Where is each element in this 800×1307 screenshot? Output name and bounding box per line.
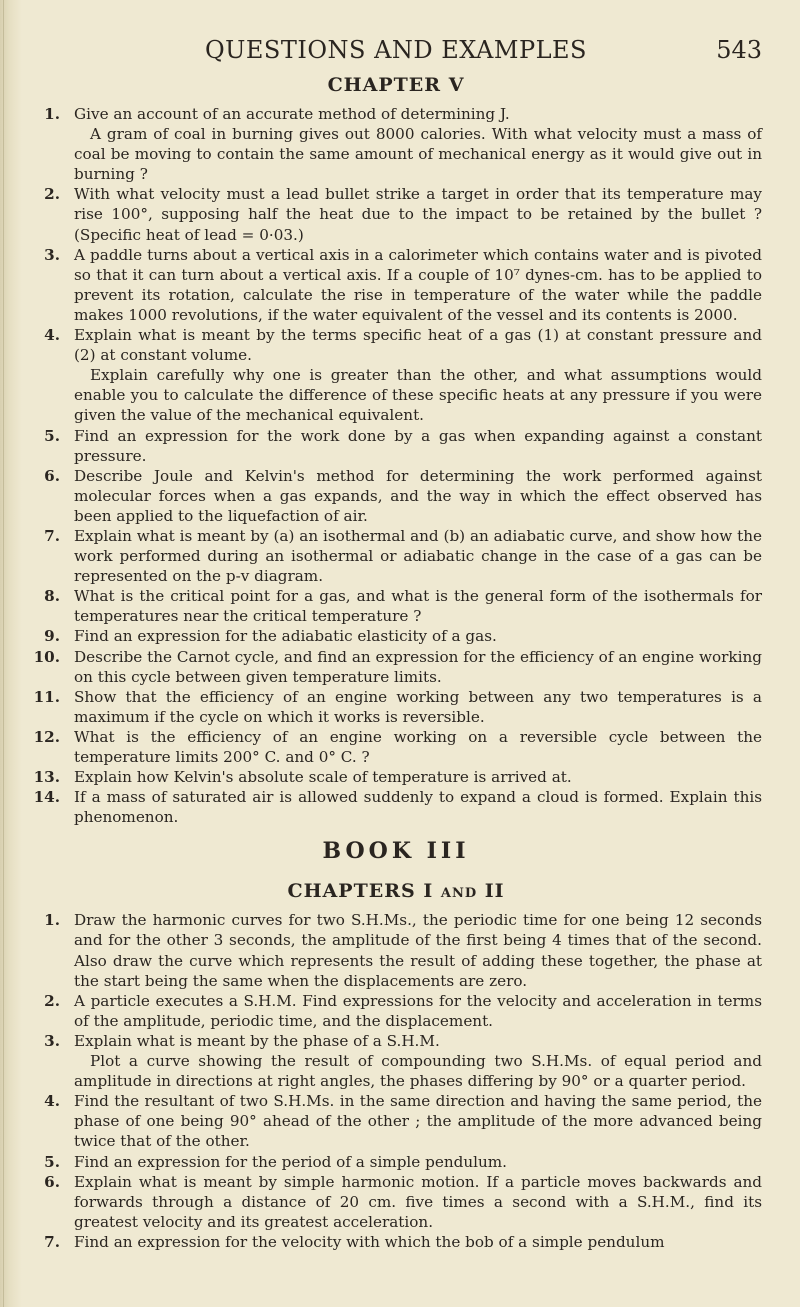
question-number: 3. bbox=[44, 245, 60, 264]
question-text: Find the resultant of two S.H.Ms. in the same direction and having the same period, the phase of one being 90° ahead of the other ; the amplitude of the more advanced being twice that of the other. bbox=[74, 1092, 762, 1151]
question-text: A gram of coal in burning gives out 8000 calories. With what velocity must a mass of coal be moving to contain the same amount of mechanical energy as it would give out in burning ? bbox=[74, 125, 762, 184]
question-item bbox=[30, 787, 762, 827]
chapters-heading-and: AND bbox=[440, 886, 478, 902]
question-text: What is the critical point for a gas, and what is the general form of the isothermals for temperatures near the critical temperature ? bbox=[74, 587, 762, 626]
question-text: Show that the efficiency of an engine working between any two temperatures is a maximum if the cycle on which it works is reversible. bbox=[74, 687, 762, 726]
question-item bbox=[30, 586, 762, 626]
question-number: 8. bbox=[44, 587, 60, 606]
question-number: 3. bbox=[44, 1031, 60, 1050]
question-item bbox=[30, 991, 762, 1031]
question-item bbox=[30, 910, 762, 990]
chapters-heading bbox=[30, 880, 762, 902]
book-page bbox=[30, 34, 762, 1252]
running-header bbox=[30, 34, 762, 74]
question-item bbox=[30, 1091, 762, 1151]
question-number: 1. bbox=[44, 911, 60, 930]
chapter-v-heading: CHAPTER V bbox=[327, 74, 465, 96]
chapters-heading-b: II bbox=[484, 880, 505, 903]
question-item bbox=[30, 526, 762, 586]
question-item bbox=[30, 1172, 762, 1232]
question-text: What is the efficiency of an engine working on a reversible cycle between the temperature limits 200° C. and 0° C. ? bbox=[74, 727, 762, 766]
question-number: 2. bbox=[44, 185, 60, 204]
question-number: 7. bbox=[44, 526, 60, 545]
question-number: 12. bbox=[33, 727, 60, 746]
running-title: QUESTIONS AND EXAMPLES bbox=[204, 36, 587, 64]
question-text: Explain carefully why one is greater than the other, and what assumptions would enable you to calculate the difference of these specific heats at any pressure if you were given the value of the mechanical equivalent. bbox=[74, 366, 762, 425]
question-text: Explain what is meant by the phase of a S.H.M. bbox=[74, 1031, 440, 1050]
question-text: With what velocity must a lead bullet strike a target in order that its temperature may rise 100°, supposing half the heat due to the impact to be retained by the bullet ? (Specific heat of lead = 0·03.) bbox=[74, 185, 762, 244]
chapter-v-questions bbox=[30, 104, 762, 827]
question-text: A particle executes a S.H.M. Find expressions for the velocity and acceleration in terms of the amplitude, periodic time, and the displacement. bbox=[74, 991, 762, 1030]
question-text: A paddle turns about a vertical axis in a calorimeter which contains water and is pivoted so that it can turn about a vertical axis. If a couple of 10⁷ dynes-cm. has to be applied to prevent its rotation, calculate the rise in temperature of the water while the paddle makes 1000 revolutions, if the water equivalent of the vessel and its contents is 2000. bbox=[74, 245, 762, 324]
question-number: 6. bbox=[44, 466, 60, 485]
question-number: 5. bbox=[44, 1152, 60, 1171]
question-number: 2. bbox=[44, 991, 60, 1010]
question-text: Find an expression for the work done by a gas when expanding against a constant pressure. bbox=[74, 426, 762, 465]
page-number: 543 bbox=[716, 36, 762, 64]
question-item bbox=[30, 687, 762, 727]
question-item bbox=[30, 626, 762, 646]
question-item bbox=[30, 727, 762, 767]
question-item bbox=[30, 1031, 762, 1091]
question-number: 4. bbox=[44, 326, 60, 345]
question-item bbox=[30, 767, 762, 787]
question-text: Describe the Carnot cycle, and find an expression for the efficiency of an engine working on this cycle between given temperature limits. bbox=[74, 647, 762, 686]
chapters-heading-a: CHAPTERS I bbox=[287, 880, 434, 903]
question-item bbox=[30, 184, 762, 244]
book-iii-heading: BOOK III bbox=[322, 838, 470, 865]
question-text: Find an expression for the velocity with which the bob of a simple pendulum bbox=[74, 1232, 665, 1251]
question-text: Describe Joule and Kelvin's method for determining the work performed against molecular forces when a gas expands, and the way in which the effect observed has been applied to the liquefaction of air. bbox=[74, 466, 762, 525]
question-item bbox=[30, 647, 762, 687]
question-item bbox=[30, 1232, 762, 1252]
question-number: 13. bbox=[33, 768, 60, 787]
question-number: 5. bbox=[44, 426, 60, 445]
question-text: Explain what is meant by (a) an isothermal and (b) an adiabatic curve, and show how the work performed during an isothermal or adiabatic change in the case of a gas can be represented on the p-v diagram. bbox=[74, 526, 762, 586]
question-number: 10. bbox=[33, 647, 60, 666]
question-text: Draw the harmonic curves for two S.H.Ms., the periodic time for one being 12 seconds and for the other 3 seconds, the amplitude of the first being 4 times that of the second. Also draw the curve which represents the result of adding these together, the phase at the start being the same when the displacements are zero. bbox=[74, 911, 762, 990]
question-text: Give an account of an accurate method of determining J. bbox=[74, 105, 510, 123]
question-number: 7. bbox=[44, 1232, 60, 1251]
question-number: 9. bbox=[44, 627, 60, 646]
book-iii-questions bbox=[30, 910, 762, 1252]
question-item bbox=[30, 466, 762, 526]
question-item bbox=[30, 245, 762, 325]
question-item bbox=[30, 1152, 762, 1172]
question-text: Plot a curve showing the result of compounding two S.H.Ms. of equal period and amplitude in directions at right angles, the phases differing by 90° or a quarter period. bbox=[74, 1052, 762, 1091]
question-text: Find an expression for the adiabatic elasticity of a gas. bbox=[74, 627, 497, 646]
question-number: 6. bbox=[44, 1172, 60, 1191]
question-text: If a mass of saturated air is allowed suddenly to expand a cloud is formed. Explain this phenomenon. bbox=[74, 788, 762, 827]
question-text: Explain what is meant by simple harmonic motion. If a particle moves backwards and forwards through a distance of 20 cm. five times a second with a S.H.M., find its greatest velocity and its greatest acceleration. bbox=[74, 1172, 762, 1231]
book-spine-shadow bbox=[0, 0, 22, 1307]
question-number: 14. bbox=[33, 788, 60, 807]
question-text: Find an expression for the period of a simple pendulum. bbox=[74, 1152, 507, 1171]
question-text: Explain how Kelvin's absolute scale of temperature is arrived at. bbox=[74, 768, 572, 787]
question-item bbox=[30, 325, 762, 425]
question-item bbox=[30, 104, 762, 184]
question-number: 11. bbox=[33, 687, 60, 706]
question-number: 1. bbox=[44, 105, 60, 123]
question-number: 4. bbox=[44, 1092, 60, 1111]
question-item bbox=[30, 426, 762, 466]
question-text: Explain what is meant by the terms specific heat of a gas (1) at constant pressure and (2) at constant volume. bbox=[74, 326, 762, 365]
